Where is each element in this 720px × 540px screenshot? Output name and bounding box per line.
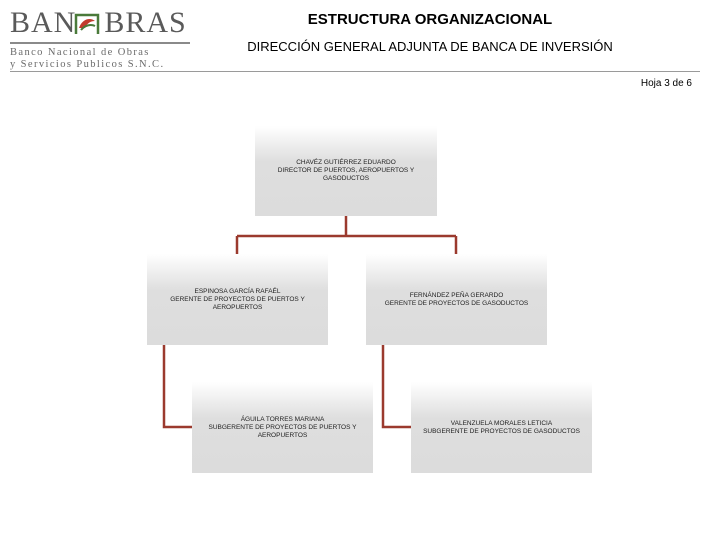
submanager-left-name: ÁGUILA TORRES MARIANA xyxy=(240,415,325,423)
connector-right-branch xyxy=(383,345,411,427)
org-box-submanager-ports xyxy=(192,382,373,473)
page-title: ESTRUCTURA ORGANIZACIONAL xyxy=(307,11,553,28)
submanager-right-name: VALENZUELA MORALES LETICIA xyxy=(450,419,553,427)
logo-subtitle-line1: Banco Nacional de Obras xyxy=(10,47,150,58)
manager-right-title: GERENTE DE PROYECTOS DE GASODUCTOS xyxy=(384,299,529,307)
org-box-manager-ports xyxy=(147,254,328,345)
manager-left-name: ESPINOSA GARCÍA RAFAÉL xyxy=(194,287,281,295)
director-title: DIRECTOR DE PUERTOS, AEROPUERTOS Y GASODUCTOS xyxy=(277,167,415,182)
page-number: Hoja 3 de 6 xyxy=(640,78,692,89)
org-box-submanager-pipelines xyxy=(411,382,592,473)
logo-word-left: BAN xyxy=(10,6,77,39)
logo-subtitle-line2: y Servicios Publicos S.N.C. xyxy=(10,59,165,70)
logo-word-right: BRAS xyxy=(104,6,187,39)
connector-left-branch xyxy=(164,345,192,427)
manager-left-title: GERENTE DE PROYECTOS DE PUERTOS Y AEROPUERTOS xyxy=(170,295,305,311)
org-box-manager-pipelines xyxy=(366,254,547,345)
page-subtitle: DIRECCIÓN GENERAL ADJUNTA DE BANCA DE INVERSIÓN xyxy=(247,39,613,54)
manager-right-name: FERNÁNDEZ PEÑA GERARDO xyxy=(409,291,504,299)
submanager-left-title: SUBGERENTE DE PROYECTOS DE PUERTOS Y AEROPUERTOS xyxy=(208,423,357,439)
org-box-director xyxy=(255,126,437,216)
director-name: CHAVÉZ GUTIÉRREZ EDUARDO xyxy=(296,159,396,166)
submanager-right-title: SUBGERENTE DE PROYECTOS DE GASODUCTOS xyxy=(423,427,580,435)
